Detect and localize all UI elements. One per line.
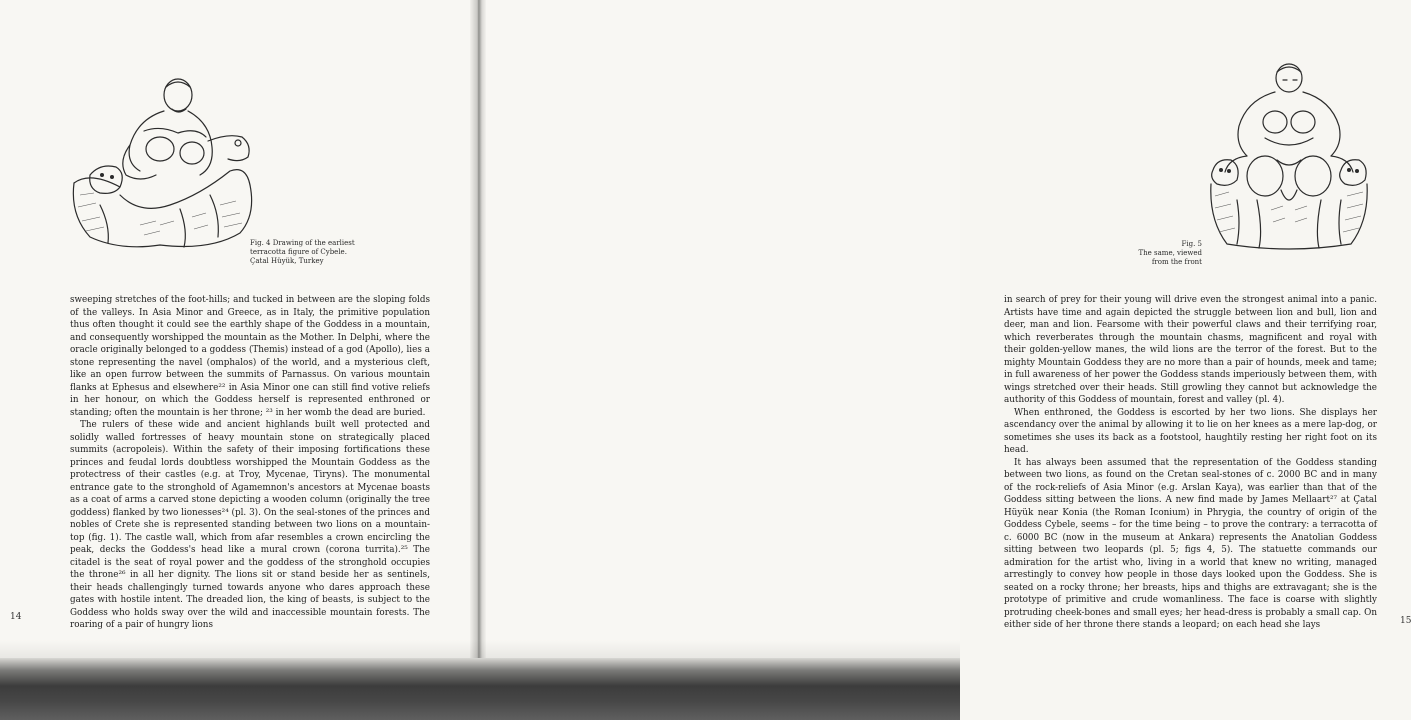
goddess-front-drawing [1207, 60, 1372, 255]
page-number-right: 15 [1400, 616, 1411, 626]
figure-5-caption [1102, 240, 1202, 267]
caption-line: from the front [1151, 258, 1202, 266]
paragraph: It has always been assumed that the representation of the Goddess standing between two lions, as found on the Cretan seal-stones of c. 2000 BC and in many of the rock-reliefs of Asia Minor (e.g. Arslan Kaya), was earlier than that of the Goddess sitting between the lions. A new find made by James Mellaart²⁷ at Çatal Hüyük near Konia (the Roman Iconium) in Phrygia, the country of origin of the Goddess Cybele, seems – for the time being – to prove the contrary: a terracotta of c. 6000 BC (now in the museum at Ankara) represents the Anatolian Goddess sitting between two leopards (pl. 5; figs 4, 5). The statuette commands our admiration for the artist who, living in a world that knew no writing, managed arrestingly to convey how people in those days looked upon the Goddess. She is seated on a rocky throne; her breasts, hips and thighs are extravagant; she is the prototype of primitive and crude womanliness. The face is coarse with slightly protruding cheek-bones and small eyes; her head-dress is probably a small cap. On either side of her throne there stands a leopard; on each head she lays [1004, 457, 1377, 630]
paragraph: sweeping stretches of the foot-hills; and tucked in between are the sloping folds of the valleys. In Asia Minor and Greece, as in Italy, the primitive population thus often thought it could see the earthly shape of the Goddess in a mountain, and consequently worshipped the mountain as the Mother. In Delphi, where the oracle originally belonged to a goddess (Themis) instead of a god (Apollo), lies a stone representing the navel (omphalos) of the world, and a mysterious cleft, like an open furrow between the summits of Parnassus. On various mountain flanks at Ephesus and elsewhere²² in Asia Minor one can still find votive reliefs in her honour, on which the Goddess herself is represented enthroned or standing; often the mountain is her throne; ²³ in her womb the dead are buried. [70, 295, 430, 418]
caption-line: Fig. 5 [1181, 240, 1202, 248]
seated-goddess-side-illustration [60, 75, 260, 260]
caption-line: terracotta figure of Cybele. [250, 248, 347, 256]
caption-line: Çatal Hüyük, Turkey [250, 257, 324, 265]
paragraph: The rulers of these wide and ancient highlands built well protected and solidly walled fortresses of heavy mountain stone on strategically placed summits (acropoleis). Within the safety of their imposing fortifications these princes and feudal lords doubtless worshipped the Mountain Goddess as the protectress of their castles (e.g. at Troy, Mycenae, Tiryns). The monumental entrance gate to the stronghold of Agamemnon's ancestors at Mycenae boasts as a coat of arms a carved stone depicting a wooden column (originally the tree goddess) flanked by two lionesses²⁴ (pl. 3). On the seal-stones of the princes and nobles of Crete she is represented standing between two lions on a mountain-top (fig. 1). The castle wall, which from afar resembles a crown encircling the peak, decks the Goddess's head like a mural crown (corona turrita).²⁵ The citadel is the seat of royal power and the goddess of the stronghold occupies the throne²⁶ in all her dignity. The lions sit or stand beside her as sentinels, their heads challengingly turned towards anyone who dares approach these gates with hostile intent. The dreaded lion, the king of beasts, is subject to the Goddess who holds sway over the wild and inaccessible mountain forests. The roaring of a pair of hungry lions [70, 420, 430, 630]
right-page [482, 0, 1411, 660]
scan-bottom-edge [0, 658, 960, 720]
page-number-left: 14 [10, 612, 22, 622]
paragraph: When enthroned, the Goddess is escorted by her two lions. She displays her ascendancy over the animal by allowing it to lie on her knees as a mere lap-dog, or sometimes she uses its back as a footstool, haughtily resting her right foot on its head. [1004, 407, 1377, 455]
right-body-text [1004, 294, 1377, 632]
goddess-side-drawing [60, 75, 260, 260]
caption-line: Fig. 4 Drawing of the earliest [250, 239, 355, 247]
seated-goddess-front-illustration [1207, 60, 1372, 255]
figure-4-caption [250, 239, 355, 266]
paragraph: in search of prey for their young will drive even the strongest animal into a panic. Artists have time and again depicted the struggle between lion and bull, lion and deer, man and lion. Fearsome with their powerful claws and their terrifying roar, which reverberates through the mountain chasms, magnificent and royal with their golden-yellow manes, the wild lions are the terror of the forest. But to the mighty Mountain Goddess they are no more than a pair of hounds, meek and tame; in full awareness of her power the Goddess stands imperiously between them, with wings stretched over their heads. Still growling they cannot but acknowledge the authority of this Goddess of mountain, forest and valley (pl. 4). [1004, 295, 1377, 405]
left-page [0, 0, 475, 660]
book-gutter [470, 0, 486, 665]
left-body-text [70, 294, 430, 632]
caption-line: The same, viewed [1138, 249, 1202, 257]
